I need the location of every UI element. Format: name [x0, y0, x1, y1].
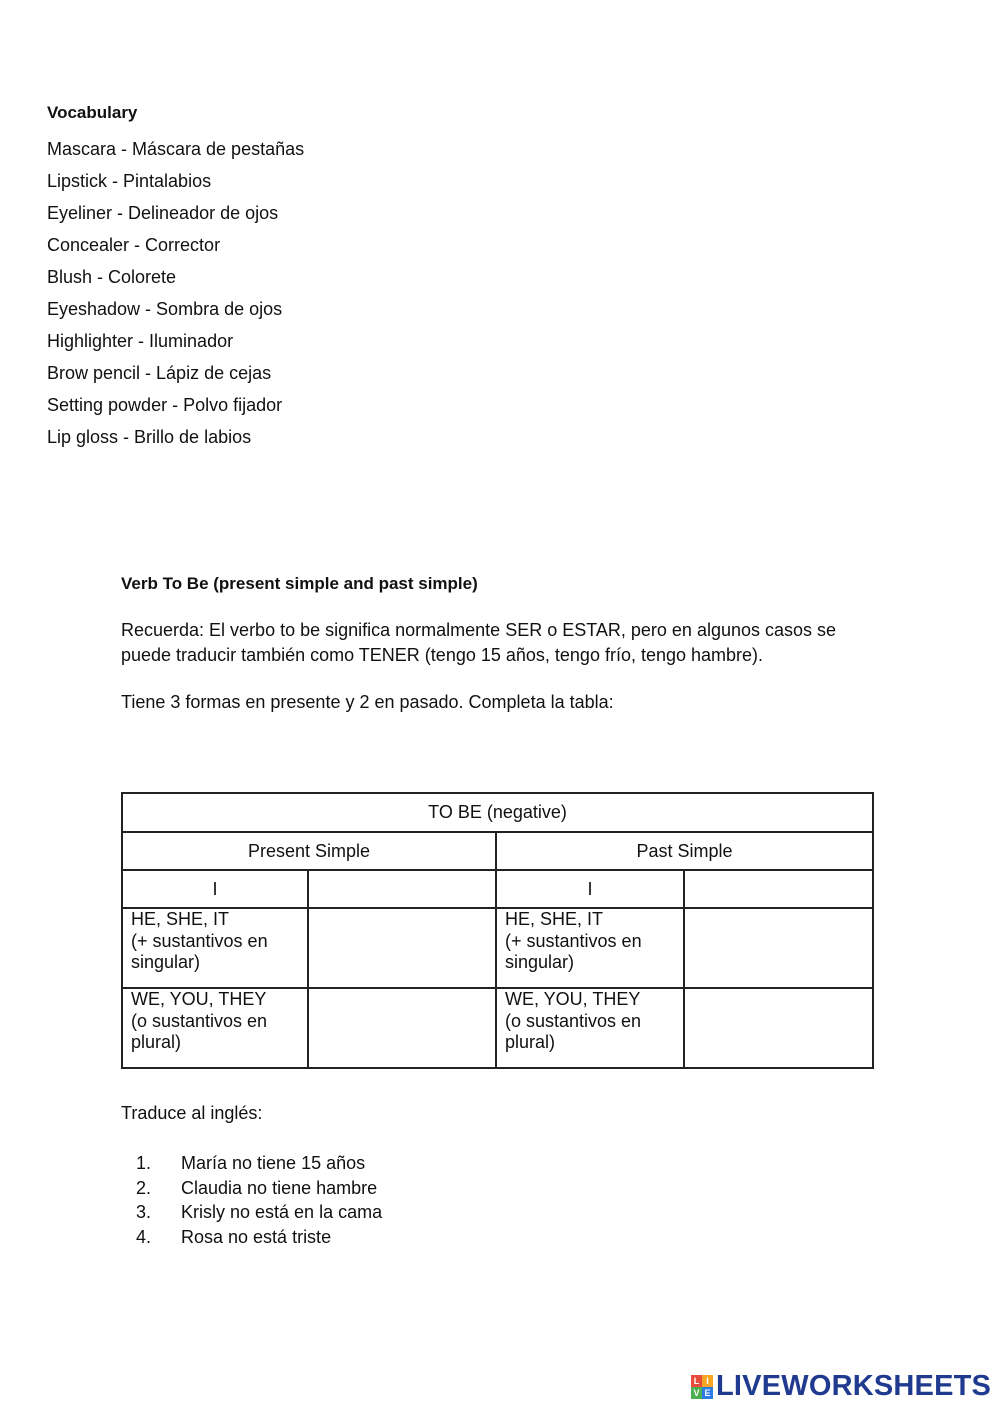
list-item: 3. Krisly no está en la cama	[135, 1202, 383, 1222]
present-subject-he-she-it: HE, SHE, IT (+ sustantivos en singular)	[122, 908, 308, 988]
vocabulary-title: Vocabulary	[47, 103, 138, 122]
vocabulary-section	[47, 101, 304, 453]
list-item: 2. Claudia no tiene hambre	[135, 1177, 378, 1198]
vocab-item: Concealer - Corrector	[47, 235, 221, 255]
intro-line-2: puede traducir también como TENER (tengo 15 años, tengo frío, tengo hambre).	[121, 645, 764, 665]
section-title: Verb To Be (present simple and past simple)	[121, 574, 478, 593]
intro-line-1: Recuerda: El verbo to be significa normalmente SER o ESTAR, pero en algunos casos se	[121, 620, 837, 640]
vocab-item: Brow pencil - Lápiz de cejas	[47, 363, 272, 383]
logo-block-e: E	[702, 1387, 713, 1399]
liveworksheets-logo[interactable]	[691, 1370, 991, 1403]
to-be-table	[121, 792, 874, 1069]
translate-title: Traduce al inglés:	[121, 1103, 263, 1123]
vocab-item: Highlighter - Iluminador	[47, 331, 234, 351]
present-subject-we-you-they: WE, YOU, THEY (o sustantivos en plural)	[122, 988, 308, 1068]
list-item: 1. María no tiene 15 años	[135, 1153, 366, 1173]
logo-block-i: I	[702, 1375, 713, 1387]
vocab-item: Lip gloss - Brillo de labios	[47, 427, 252, 447]
past-subject-i: I	[496, 870, 684, 908]
table-title: TO BE (negative)	[122, 793, 873, 832]
answer-cell-past-i[interactable]	[684, 870, 873, 908]
logo-text: LIVEWORKSHEETS	[716, 1370, 992, 1402]
vocab-item: Blush - Colorete	[47, 267, 177, 287]
liveworksheets-icon	[691, 1375, 713, 1399]
verb-to-be-section	[121, 572, 881, 715]
answer-cell-past-we-you-they[interactable]	[684, 988, 873, 1068]
translate-list	[121, 1151, 382, 1249]
vocab-item: Setting powder - Polvo fijador	[47, 395, 283, 415]
vocab-item: Eyeshadow - Sombra de ojos	[47, 299, 283, 319]
instruction-text: Tiene 3 formas en presente y 2 en pasado. Completa la tabla:	[121, 692, 614, 712]
vocab-item: Mascara - Máscara de pestañas	[47, 139, 305, 159]
answer-cell-present-he-she-it[interactable]	[308, 908, 496, 988]
present-simple-header: Present Simple	[122, 832, 496, 870]
answer-cell-past-he-she-it[interactable]	[684, 908, 873, 988]
answer-cell-present-i[interactable]	[308, 870, 496, 908]
vocab-item: Eyeliner - Delineador de ojos	[47, 203, 279, 223]
answer-cell-present-we-you-they[interactable]	[308, 988, 496, 1068]
past-simple-header: Past Simple	[496, 832, 873, 870]
logo-block-v: V	[691, 1387, 702, 1399]
present-subject-i: I	[122, 870, 308, 908]
translate-section	[121, 1101, 382, 1249]
list-item: 4. Rosa no está triste	[135, 1226, 332, 1247]
vocab-item: Lipstick - Pintalabios	[47, 171, 212, 191]
past-subject-he-she-it: HE, SHE, IT (+ sustantivos en singular)	[496, 908, 684, 988]
logo-block-l: L	[691, 1375, 702, 1387]
past-subject-we-you-they: WE, YOU, THEY (o sustantivos en plural)	[496, 988, 684, 1068]
